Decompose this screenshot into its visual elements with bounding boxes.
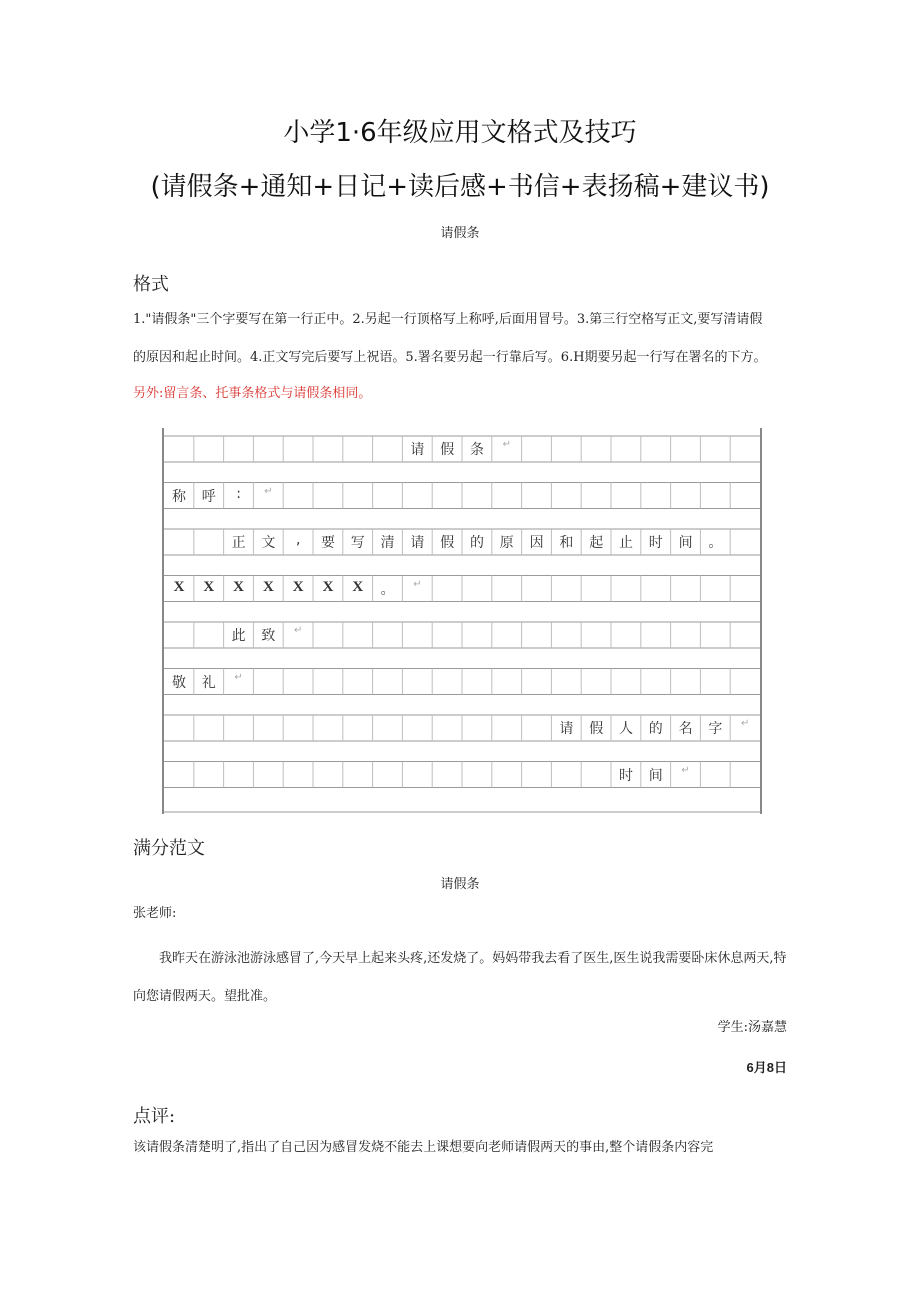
document-subtitle: (请假条+通知+日记+读后感+书信+表扬稿+建议书) xyxy=(150,172,770,202)
grid-char: 请 xyxy=(410,442,425,458)
grid-char: 礼 xyxy=(201,674,216,691)
section-label: 请假条 xyxy=(440,226,480,241)
grid-char: 要 xyxy=(321,535,335,551)
grid-char: 假 xyxy=(440,535,455,551)
grid-char: 时 xyxy=(619,767,633,784)
grid-char: 敬 xyxy=(172,674,186,691)
grid-char: 清 xyxy=(380,535,395,551)
grid-char: X xyxy=(203,578,215,595)
sample-signature: 学生:汤嘉慧 xyxy=(717,1020,787,1035)
grid-char: 呼 xyxy=(201,488,216,505)
grid-char: ↵ xyxy=(681,764,690,776)
sample-date: 6月8日 xyxy=(746,1060,787,1075)
grid-char: X xyxy=(262,578,274,595)
sample-body: 我昨天在游泳池游泳感冒了,今天早上起来头疼,还发烧了。妈妈带我去看了医生,医生说我需要卧床休息两天,特向您请假两天。望批准。 xyxy=(133,951,787,1004)
grid-char: 名 xyxy=(678,721,693,737)
grid-char: 止 xyxy=(619,535,633,551)
grid-char: X xyxy=(233,578,245,595)
sample-title: 请假条 xyxy=(440,877,480,892)
grid-char: 假 xyxy=(440,442,455,458)
grid-char: 因 xyxy=(529,535,544,551)
format-text-line2: 的原因和起止时间。4.正文写完后要写上祝语。5.署名要另起一行靠后写。6.H期要另起一行写在署名的下方。 xyxy=(133,350,767,365)
grid-char: 起 xyxy=(589,535,604,551)
grid-char: 写 xyxy=(350,535,365,551)
grid-char: 请 xyxy=(559,721,574,737)
grid-char: X xyxy=(292,578,304,595)
grid-char: 请 xyxy=(410,535,425,551)
comment-text: 该请假条清楚明了,指出了自己因为感冒发烧不能去上课想要向老师请假两天的事由,整个请假条内容完 xyxy=(133,1140,714,1155)
document-title: 小学1·6年级应用文格式及技巧 xyxy=(283,118,637,148)
grid-paper-figure xyxy=(162,428,762,814)
comment-heading: 点评: xyxy=(133,1106,176,1127)
grid-char: 时 xyxy=(648,535,663,551)
grid-char: 假 xyxy=(589,721,604,737)
grid-char: 称 xyxy=(172,488,186,505)
grid-char: 。 xyxy=(380,581,395,598)
grid-char: ↵ xyxy=(740,718,750,729)
grid-char: 人 xyxy=(619,721,633,737)
grid-char: , xyxy=(295,532,301,548)
grid-char: 间 xyxy=(678,535,693,551)
grid-char: ↵ xyxy=(264,485,273,497)
grid-char: ↵ xyxy=(234,671,243,683)
grid-char: 原 xyxy=(499,535,514,551)
grid-char: : xyxy=(236,485,241,502)
grid-char: 条 xyxy=(470,442,484,458)
grid-char: 。 xyxy=(708,535,723,551)
grid-char: ↵ xyxy=(413,578,422,590)
grid-char: ↵ xyxy=(293,625,303,636)
grid-char: 间 xyxy=(648,767,663,784)
format-heading: 格式 xyxy=(133,274,169,295)
grid-char: X xyxy=(322,578,334,595)
grid-char: 致 xyxy=(261,628,276,644)
sample-heading: 满分范文 xyxy=(133,838,205,859)
grid-char: 和 xyxy=(559,535,574,551)
format-note: 另外:留言条、托事条格式与请假条相同。 xyxy=(133,386,372,401)
grid-char: 此 xyxy=(231,628,246,644)
grid-char: 文 xyxy=(261,535,276,551)
grid-char: X xyxy=(173,578,185,595)
grid-char: 正 xyxy=(231,535,246,551)
grid-char: 的 xyxy=(470,535,484,551)
grid-char: 字 xyxy=(708,721,723,737)
grid-char: ↵ xyxy=(502,439,511,450)
grid-char: 的 xyxy=(648,721,663,737)
sample-salutation: 张老师: xyxy=(133,906,177,921)
format-text-line1: 1."请假条"三个字要写在第一行正中。2.另起一行顶格写上称呼,后面用冒号。3.第三行空格写正文,要写清请假 xyxy=(133,312,763,327)
grid-char: X xyxy=(352,578,364,595)
